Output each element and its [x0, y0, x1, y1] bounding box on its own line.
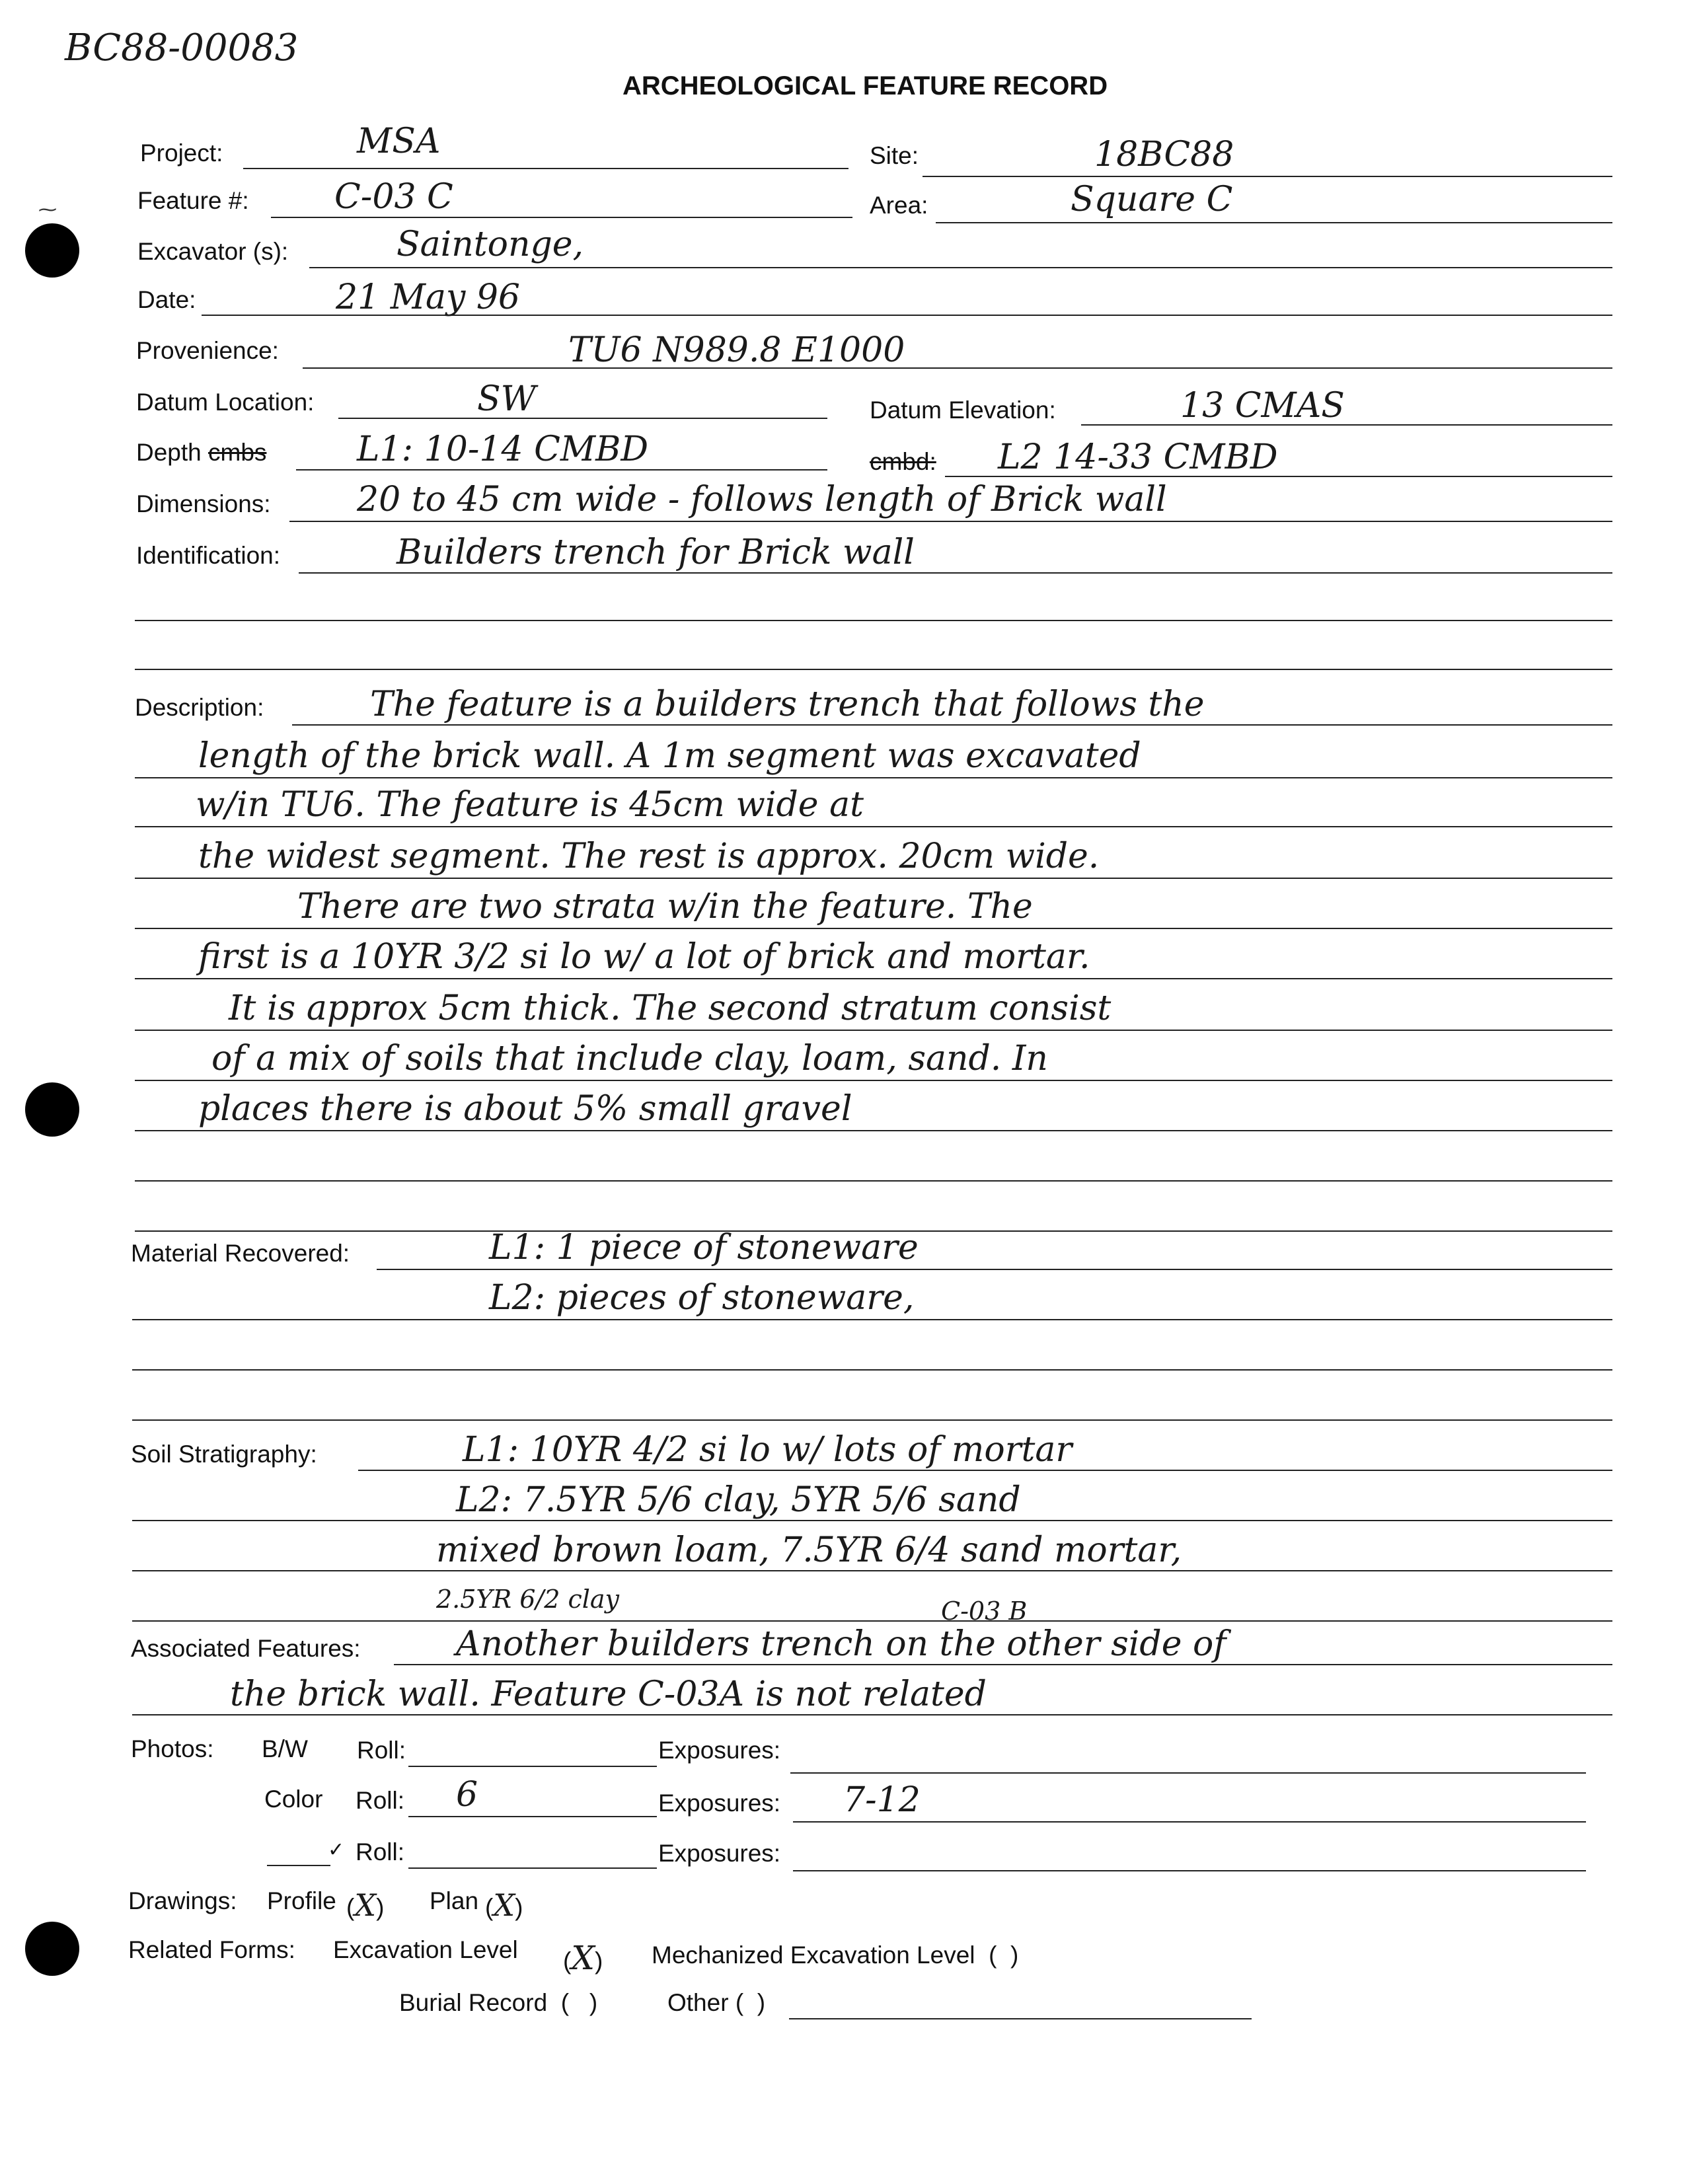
soil-label: Soil Stratigraphy: [131, 1441, 317, 1468]
datum-elevation-value: 13 CMAS [1180, 386, 1345, 426]
soil-line: L2: 7.5YR 5/6 clay, 5YR 5/6 sand [456, 1480, 1021, 1520]
description-line: of a mix of soils that include clay, loam, sand. In [211, 1039, 1048, 1078]
bw-roll-label: Roll: [357, 1737, 406, 1764]
provenience-label: Provenience: [136, 337, 279, 364]
site-label: Site: [870, 142, 919, 169]
burial-record-label: Burial Record ( ) [399, 1989, 598, 2016]
soil-line: mixed brown loam, 7.5YR 6/4 sand mortar, [436, 1530, 1182, 1570]
scan-smudge: ⁓ [38, 198, 57, 220]
feature-value: C-03 C [334, 177, 453, 217]
identification-label: Identification: [136, 542, 281, 569]
form-title: ARCHEOLOGICAL FEATURE RECORD [622, 71, 1108, 100]
description-line: The feature is a builders trench that follows the [370, 685, 1205, 724]
provenience-value: TU6 N989.8 E1000 [568, 330, 905, 370]
description-line: There are two strata w/in the feature. The [297, 887, 1033, 926]
soil-line: 2.5YR 6/2 clay [436, 1585, 620, 1614]
check-mark: ✓ [328, 1839, 345, 1861]
material-label: Material Recovered: [131, 1240, 350, 1267]
depth2-value: L2 14-33 CMBD [998, 437, 1278, 477]
feature-label: Feature #: [137, 187, 249, 214]
area-label: Area: [870, 192, 928, 219]
depth-label: Depth cmbs [136, 439, 267, 466]
drawings-profile-label: Profile [267, 1887, 336, 1914]
datum-elevation-label: Datum Elevation: [870, 396, 1056, 424]
associated-line: Another builders trench on the other side of [456, 1624, 1226, 1664]
description-line: w/in TU6. The feature is 45cm wide at [196, 785, 864, 825]
dimensions-label: Dimensions: [136, 490, 271, 517]
excavator-label: Excavator (s): [137, 238, 289, 265]
punch-hole-middle [25, 1082, 79, 1137]
datum-location-value: SW [477, 379, 537, 419]
drawings-plan-label: Plan [430, 1887, 479, 1914]
photos-color-label: Color [264, 1786, 323, 1813]
description-line: It is approx 5cm thick. The second stratum consist [229, 989, 1112, 1028]
photos-label: Photos: [131, 1735, 214, 1762]
site-value: 18BC88 [1094, 135, 1234, 174]
drawings-label: Drawings: [128, 1887, 237, 1914]
project-value: MSA [357, 122, 441, 161]
date-label: Date: [137, 286, 196, 313]
profile-mark: X [354, 1887, 377, 1923]
description-line: length of the brick wall. A 1m segment was excavated [198, 736, 1141, 776]
other-exposures-label: Exposures: [658, 1840, 781, 1867]
excavation-level-label: Excavation Level [333, 1936, 518, 1963]
other-roll-label: Roll: [356, 1838, 405, 1865]
color-roll-label: Roll: [356, 1787, 405, 1814]
project-label: Project: [140, 139, 223, 167]
related-forms-label: Related Forms: [128, 1936, 295, 1963]
depth2-struck-text: cmbd: [870, 448, 936, 475]
depth-struck-text: cmbs [208, 439, 267, 466]
description-label: Description: [135, 694, 264, 721]
excavator-value: Saintonge, [396, 225, 584, 264]
other-label: Other ( ) [667, 1989, 766, 2016]
bw-exposures-label: Exposures: [658, 1737, 781, 1764]
associated-insert: C-03 B [941, 1597, 1028, 1626]
associated-line: the brick wall. Feature C-03A is not related [230, 1675, 987, 1714]
datum-location-label: Datum Location: [136, 389, 315, 416]
material-line: L1: 1 piece of stoneware [489, 1228, 919, 1267]
photos-bw-label: B/W [262, 1735, 308, 1762]
plan-mark: X [493, 1887, 515, 1923]
description-line: the widest segment. The rest is approx. 20cm wide. [198, 837, 1100, 876]
material-line: L2: pieces of stoneware, [489, 1278, 915, 1318]
excavation-level-mark: X [571, 1939, 595, 1977]
feature-record-page: ⁓ BC88-00083 ARCHEOLOGICAL FEATURE RECORD Project: MSA Site: 18BC88 Feature #: C-03 C Area: Square C Excavator (s): Saintonge, Date: 21 May 96 Provenience: TU6 N989.8 E1000 Datum Location: SW Datum Elevation: 13 CMAS Depth cmbs L1: 10-14 CMBD cmbd: L2 14-33 CMBD Dimensions: 20 to 45 cm wide - follows length of Brick wall Identification: Builders trench for Brick wall Description: The feature is a builders trench that follows the length of the brick wall. A 1m segment was excavated w/in TU6. The feature is 45cm wide at the widest segment. The rest is approx. 20cm wide. There are two strata w/in the feature. The first is a 10YR 3/2 si lo w/ a lot of brick and mortar. It is approx 5cm thick. The second stratum consist of a mix of soils that include clay, loam, sand. In places there is about 5% small gravel Material Recovered: L1: 1 piece of stoneware L2: pieces of stoneware, Soil Stratigraphy: L1: 10YR 4/2 si lo w/ lots of mortar L2: 7.5YR 5/6 clay, 5YR 5/6 sand mixed brown loam, 7.5YR 6/4 sand mortar, 2.5YR 6/2 clay Associated Features: C-03 B Another builders trench on the other side of the brick wall. Feature C-03A is not related Photos: B/W Roll: Exposures: Color Roll: 6 Exposures: 7-12 ✓ Roll: Exposures: Drawings: Profile (X) Plan (X) Related Forms: Excavation Level (X) Mechanized Excavation Level ( ) Burial Record ( ) Other ( ) [0, 0, 1697, 2184]
dimensions-value: 20 to 45 cm wide - follows length of Brick wall [357, 480, 1167, 519]
color-exposures-value: 7-12 [843, 1780, 921, 1820]
soil-line: L1: 10YR 4/2 si lo w/ lots of mortar [463, 1430, 1073, 1470]
mechanized-label: Mechanized Excavation Level ( ) [652, 1941, 1019, 1969]
date-value: 21 May 96 [336, 278, 521, 317]
punch-hole-bottom [25, 1922, 79, 1976]
punch-hole-top [25, 223, 79, 278]
identification-value: Builders trench for Brick wall [396, 533, 915, 572]
area-value: Square C [1071, 180, 1233, 219]
associated-label: Associated Features: [131, 1635, 361, 1662]
color-roll-value: 6 [456, 1775, 478, 1815]
description-line: places there is about 5% small gravel [198, 1089, 852, 1129]
document-id: BC88-00083 [65, 26, 299, 69]
color-exposures-label: Exposures: [658, 1789, 781, 1817]
description-line: first is a 10YR 3/2 si lo w/ a lot of brick and mortar. [198, 937, 1090, 977]
depth-value: L1: 10-14 CMBD [357, 430, 649, 469]
